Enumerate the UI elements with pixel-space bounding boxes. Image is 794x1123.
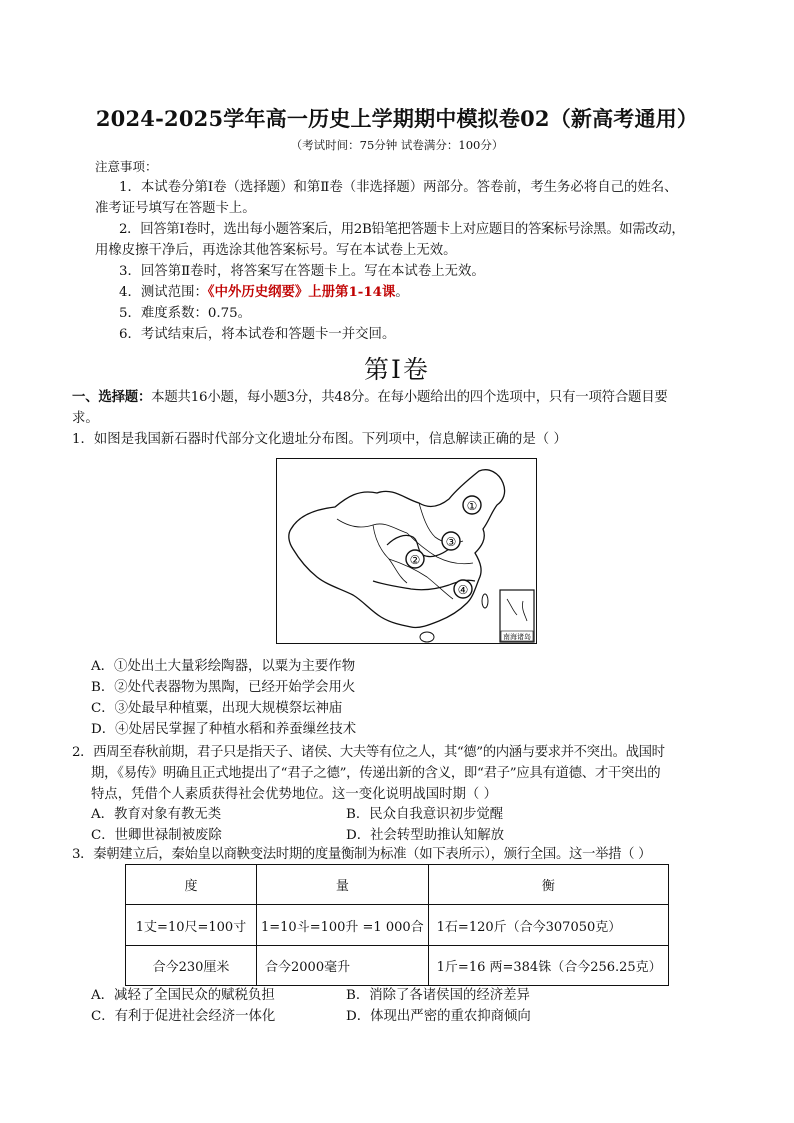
province-line bbox=[337, 519, 407, 533]
table-header-weight: 衡 bbox=[428, 865, 668, 905]
q3-stem: 3．秦朝建立后，秦始皇以商鞅变法时期的度量衡制为标准（如下表所示），颁行全国。这一举措（ ） bbox=[72, 847, 652, 862]
site-marker-1-label: ① bbox=[466, 499, 478, 513]
taiwan-island bbox=[482, 594, 488, 608]
q3-option-d: D．体现出严密的重农抑商倾向 bbox=[346, 1009, 531, 1024]
notes-item-1-line-1: 1．本试卷分第Ⅰ卷（选择题）和第Ⅱ卷（非选择题）两部分。答卷前，考生务必将自己的姓名、 bbox=[119, 180, 678, 195]
q3-option-c: C．有利于促进社会经济一体化 bbox=[91, 1009, 276, 1024]
table-cell: 1石=120斤（合今307050克） bbox=[428, 905, 668, 946]
q1-option-c: C．③处最早种植粟，出现大规模祭坛神庙 bbox=[91, 701, 343, 716]
site-marker-2-label: ② bbox=[409, 553, 421, 567]
notes-item-2-line-1: 2．回答第Ⅰ卷时，选出每小题答案后，用2B铅笔把答题卡上对应题目的答案标号涂黑。如需改动， bbox=[119, 222, 685, 237]
section-instructions-rest: 本题共16小题，每小题3分，共48分。在每小题给出的四个选项中，只有一项符合题目要 bbox=[151, 390, 668, 405]
china-outline bbox=[289, 470, 505, 628]
notes-item-1-line-2: 准考证号填写在答题卡上。 bbox=[95, 201, 256, 216]
q2-stem-line-3: 特点，凭借个人素质获得社会优势地位。这一变化说明战国时期（ ） bbox=[91, 787, 497, 802]
notes-item-3: 3．回答第Ⅱ卷时，将答案写在答题卡上。写在本试卷上无效。 bbox=[119, 264, 485, 279]
section-instructions-line-2: 求。 bbox=[72, 411, 99, 426]
table-cell: 合今2000毫升 bbox=[257, 946, 429, 986]
q1-option-d: D．④处居民掌握了种植水稻和养蚕缫丝技术 bbox=[91, 722, 357, 737]
inset-label: 南海诸岛 bbox=[503, 633, 531, 641]
south-china-sea-inset bbox=[500, 590, 534, 642]
notes-item-4-suffix: 。 bbox=[395, 285, 409, 300]
section-instructions-line-1 bbox=[72, 387, 668, 408]
test-range: 《中外历史纲要》上册第1-14课 bbox=[207, 284, 396, 300]
table-row bbox=[126, 946, 669, 986]
site-marker-1 bbox=[463, 496, 481, 514]
section-title: 第Ⅰ卷 bbox=[364, 355, 430, 384]
table-cell: 1斤=16 两=384铢（合今256.25克） bbox=[428, 946, 668, 986]
q2-stem-line-2: 期，《易传》明确且正式地提出了“君子之德”，传递出新的含义，即“君子”应具有道德、才干突出的 bbox=[91, 766, 661, 781]
q3-option-a: A．减轻了全国民众的赋税负担 bbox=[91, 988, 275, 1003]
table-header-row bbox=[126, 865, 669, 905]
table-header-volume: 量 bbox=[257, 865, 429, 905]
notes-label: 注意事项： bbox=[95, 159, 158, 174]
q2-option-b: B．民众自我意识初步觉醒 bbox=[346, 807, 504, 822]
china-map-sketch bbox=[277, 459, 537, 644]
exam-subtitle: （考试时间：75分钟 试卷满分：100分） bbox=[290, 138, 504, 152]
section-instructions-prefix: 一、选择题： bbox=[72, 389, 152, 405]
hainan-island bbox=[420, 632, 434, 642]
notes-item-5: 5．难度系数：0.75。 bbox=[119, 306, 252, 321]
site-marker-3 bbox=[442, 532, 460, 550]
notes-item-2-line-2: 用橡皮擦干净后，再选涂其他答案标号。写在本试卷上无效。 bbox=[95, 243, 457, 258]
site-marker-4 bbox=[454, 580, 472, 598]
q2-option-c: C．世卿世禄制被废除 bbox=[91, 828, 222, 843]
q2-stem-line-1: 2．西周至春秋前期，君子只是指天子、诸侯、大夫等有位之人，其“德”的内涵与要求并不突出。战国时 bbox=[72, 745, 665, 760]
q3-measures-table bbox=[125, 864, 669, 986]
q1-stem: 1．如图是我国新石器时代部分文化遗址分布图。下列项中，信息解读正确的是（ ） bbox=[72, 432, 567, 447]
q2-option-a: A．教育对象有教无类 bbox=[91, 807, 222, 822]
site-marker-3-label: ③ bbox=[445, 535, 457, 549]
notes-item-4-prefix: 4．测试范围： bbox=[119, 285, 208, 300]
q2-option-d: D．社会转型助推认知解放 bbox=[346, 828, 505, 843]
notes-item-4 bbox=[119, 282, 409, 303]
site-marker-2 bbox=[406, 550, 424, 568]
exam-title: 2024-2025学年高一历史上学期期中模拟卷02（新高考通用） bbox=[95, 106, 699, 131]
site-marker-4-label: ④ bbox=[457, 583, 469, 597]
table-cell: 1=10斗=100升 =1 000合 bbox=[257, 905, 429, 946]
table-row bbox=[126, 905, 669, 946]
notes-item-6: 6．考试结束后，将本试卷和答题卡一并交回。 bbox=[119, 327, 396, 342]
table-header-length: 度 bbox=[126, 865, 257, 905]
q3-option-b: B．消除了各诸侯国的经济差异 bbox=[346, 988, 530, 1003]
table-cell: 合今230厘米 bbox=[126, 946, 257, 986]
q1-option-b: B．②处代表器物为黑陶，已经开始学会用火 bbox=[91, 680, 356, 695]
q1-map-figure bbox=[276, 458, 537, 644]
province-line bbox=[373, 525, 407, 583]
table-cell: 1丈=10尺=100寸 bbox=[126, 905, 257, 946]
q1-option-a: A．①处出土大量彩绘陶器，以粟为主要作物 bbox=[91, 659, 356, 674]
